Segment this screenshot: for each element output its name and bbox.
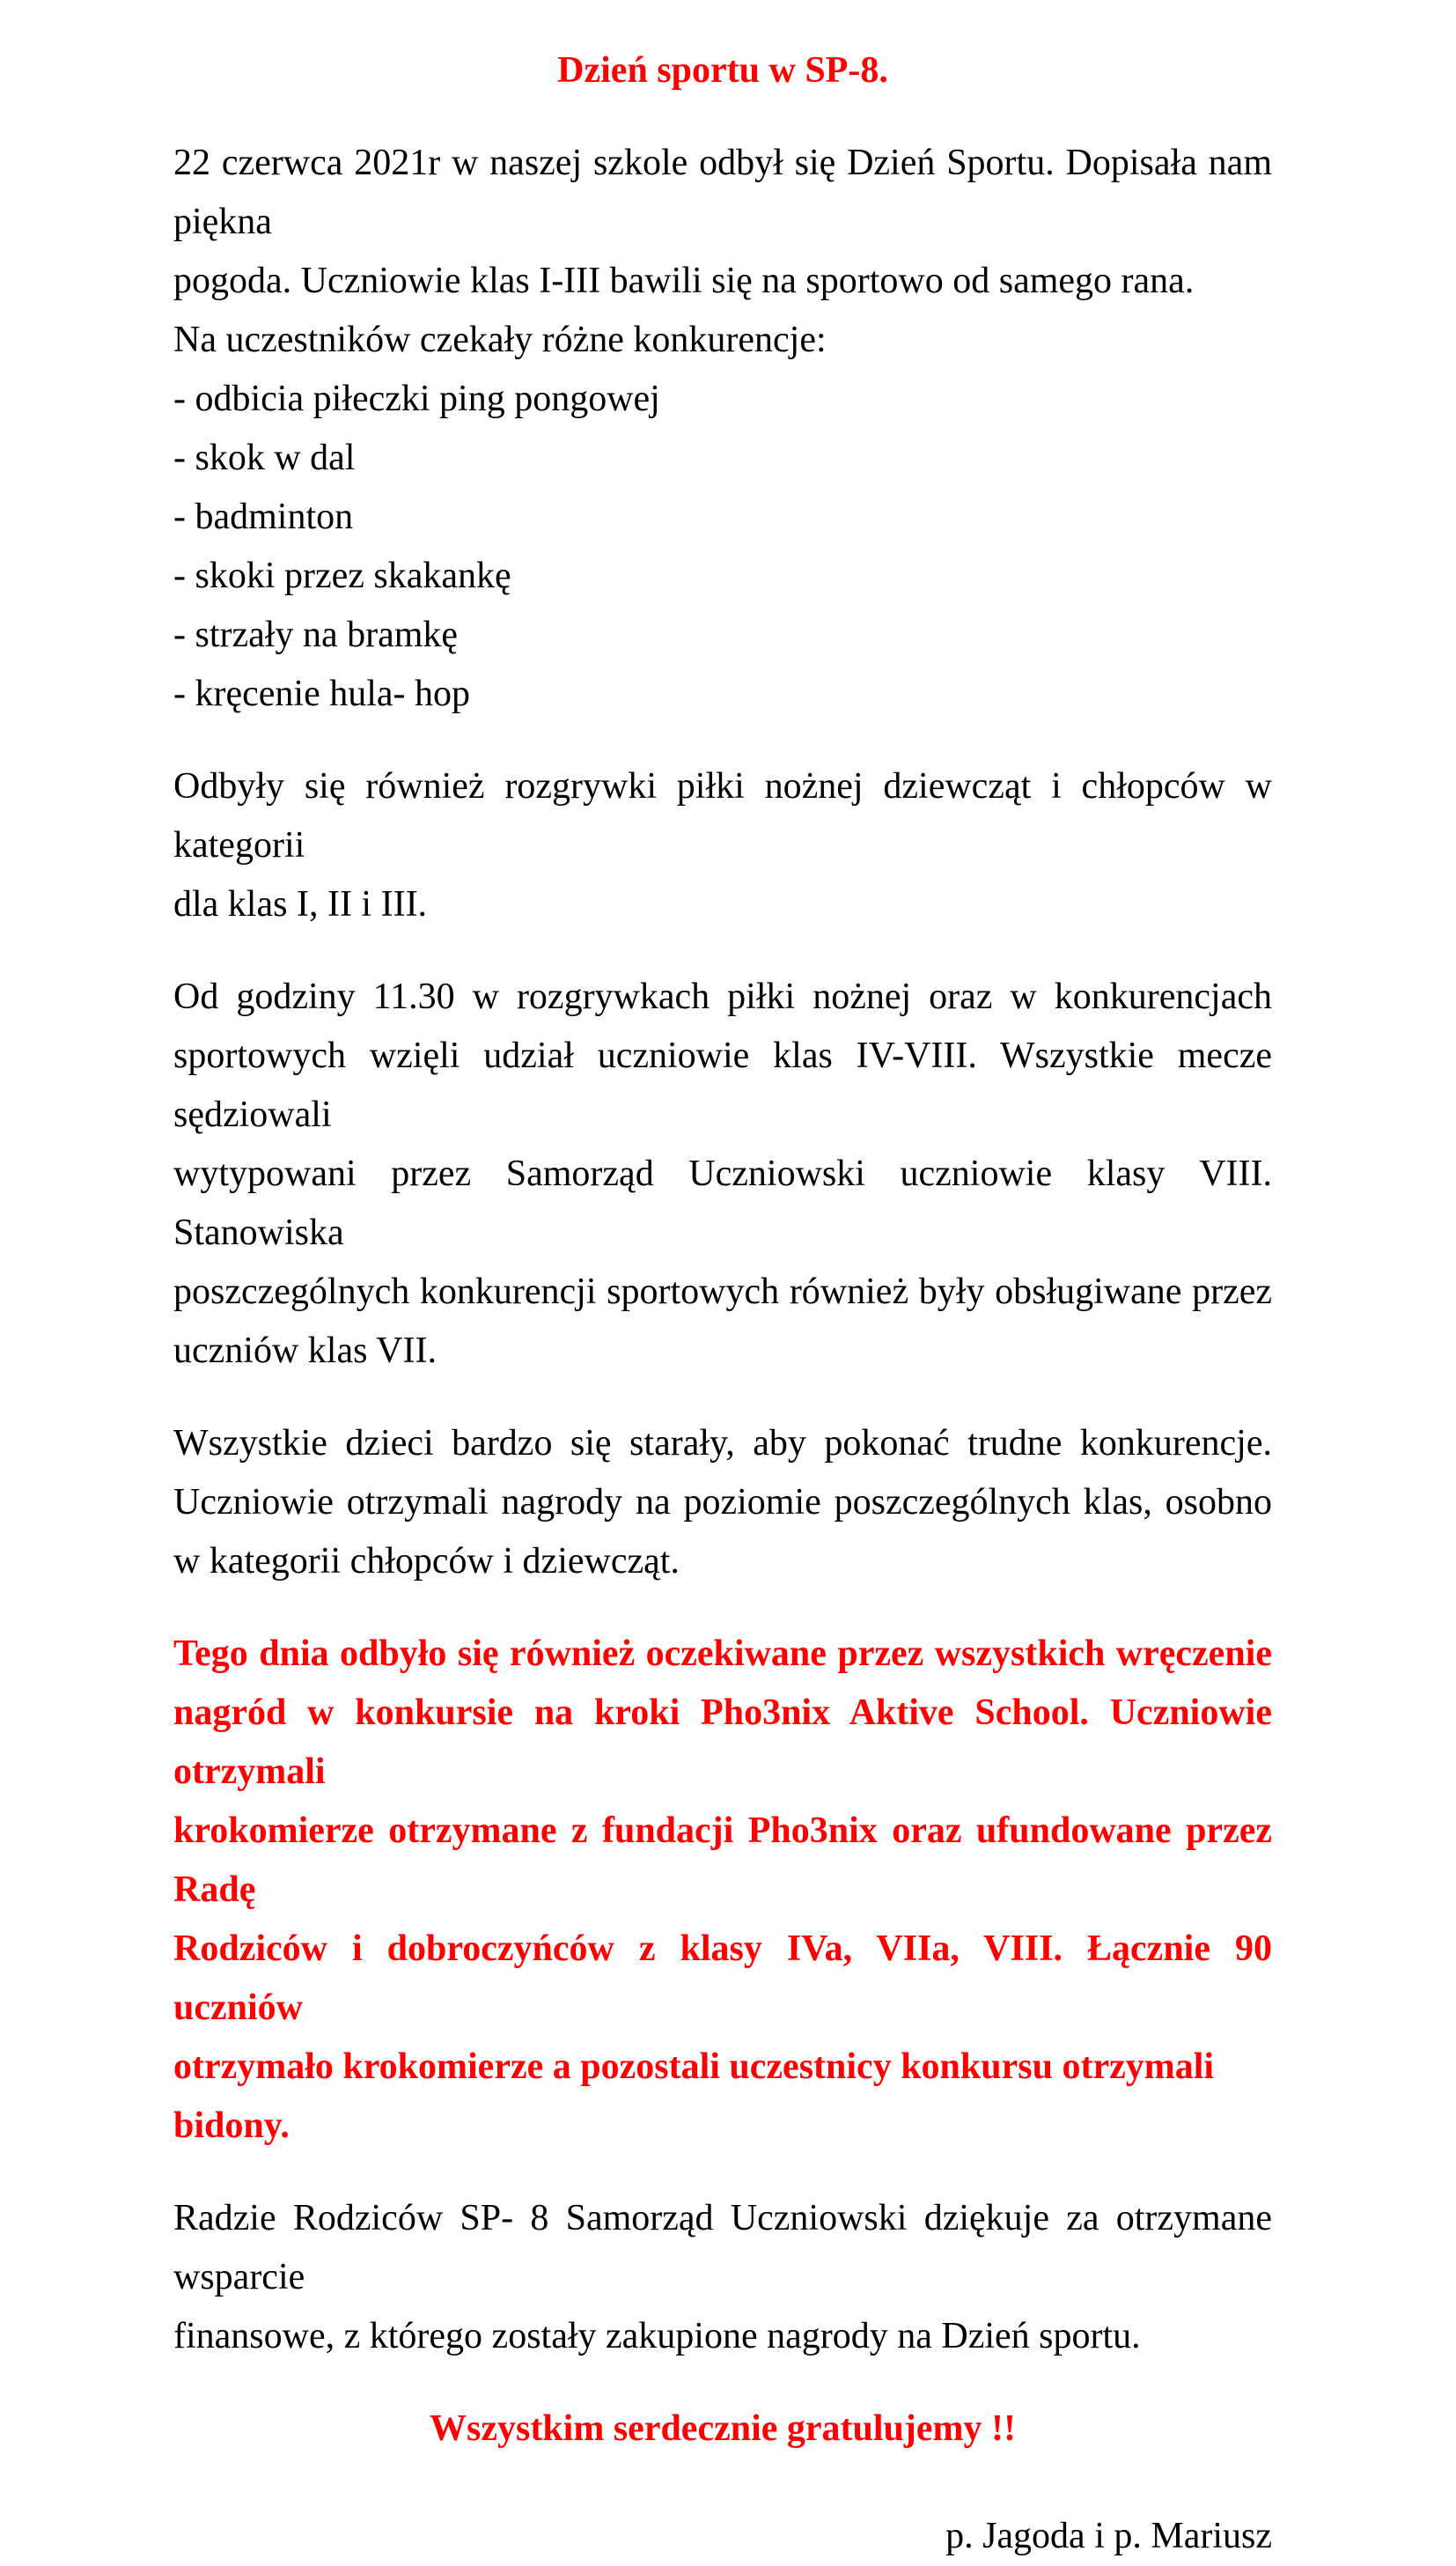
text-line: Wszystkie dzieci bardzo się starały, aby pokonać trudne konkurencje. (173, 1423, 1272, 1464)
paragraph-pho3nix-awards (173, 1625, 1272, 2156)
list-item-goal-shots: - strzały na bramkę (173, 615, 459, 655)
text-line: Radzie Rodziców SP- 8 Samorząd Uczniowski dziękuje za otrzymane wsparcie (173, 2198, 1272, 2297)
text-line: nagród w konkursie na kroki Pho3nix Aktive School. Uczniowie otrzymali (173, 1692, 1272, 1792)
text-line: wytypowani przez Samorząd Uczniowski uczniowie klasy VIII. Stanowiska (173, 1154, 1272, 1253)
text-line: Uczniowie otrzymali nagrody na poziomie poszczególnych klas, osobno (173, 1482, 1272, 1523)
congratulations-line: Wszystkim serdecznie gratulujemy !! (429, 2408, 1016, 2449)
text-line: Tego dnia odbyło się również oczekiwane przez wszystkich wręczenie (173, 1633, 1272, 1674)
list-item-rope-skipping: - skoki przez skakankę (173, 556, 511, 596)
text-line: krokomierze otrzymane z fundacji Pho3nix oraz ufundowane przez Radę (173, 1810, 1272, 1910)
list-item-badminton: - badminton (173, 497, 354, 537)
text-line: Na uczestników czekały różne konkurencje: (173, 320, 827, 360)
paragraph-older-classes (173, 968, 1272, 1381)
paragraph-thanks (173, 2189, 1272, 2366)
text-line: uczniów klas VII. (173, 1331, 437, 1371)
document-title: Dzień sportu w SP-8. (557, 50, 888, 91)
paragraph-football-games (173, 757, 1272, 934)
paragraph-prizes (173, 1414, 1272, 1591)
text-line: 22 czerwca 2021r w naszej szkole odbył się Dzień Sportu. Dopisała nam piękna (173, 143, 1272, 242)
text-line: dla klas I, II i III. (173, 884, 428, 925)
paragraph-intro-and-list (173, 134, 1272, 724)
list-item-hula-hoop: - kręcenie hula- hop (173, 674, 471, 714)
text-line: poszczególnych konkurencji sportowych również były obsługiwane przez (173, 1272, 1272, 1312)
text-line: Rodziców i dobroczyńców z klasy IVa, VIIa, VIII. Łącznie 90 uczniów (173, 1928, 1272, 2028)
text-line: Od godziny 11.30 w rozgrywkach piłki nożnej oraz w konkurencjach (173, 977, 1272, 1017)
text-line: w kategorii chłopców i dziewcząt. (173, 1541, 680, 1582)
text-line: sportowych wzięli udział uczniowie klas IV-VIII. Wszystkie mecze sędziowali (173, 1036, 1272, 1135)
list-item-long-jump: - skok w dal (173, 438, 356, 478)
text-line: finansowe, z którego zostały zakupione nagrody na Dzień sportu. (173, 2316, 1141, 2356)
signature-line: p. Jagoda i p. Mariusz (945, 2516, 1272, 2556)
text-line: pogoda. Uczniowie klas I-III bawili się na sportowo od samego rana. (173, 261, 1195, 301)
list-item-ping-pong: - odbicia piłeczki ping pongowej (173, 379, 660, 419)
text-line: otrzymało krokomierze a pozostali uczestnicy konkursu otrzymali bidony. (173, 2046, 1215, 2146)
text-line: Odbyły się również rozgrywki piłki nożnej dziewcząt i chłopców w kategorii (173, 766, 1272, 866)
